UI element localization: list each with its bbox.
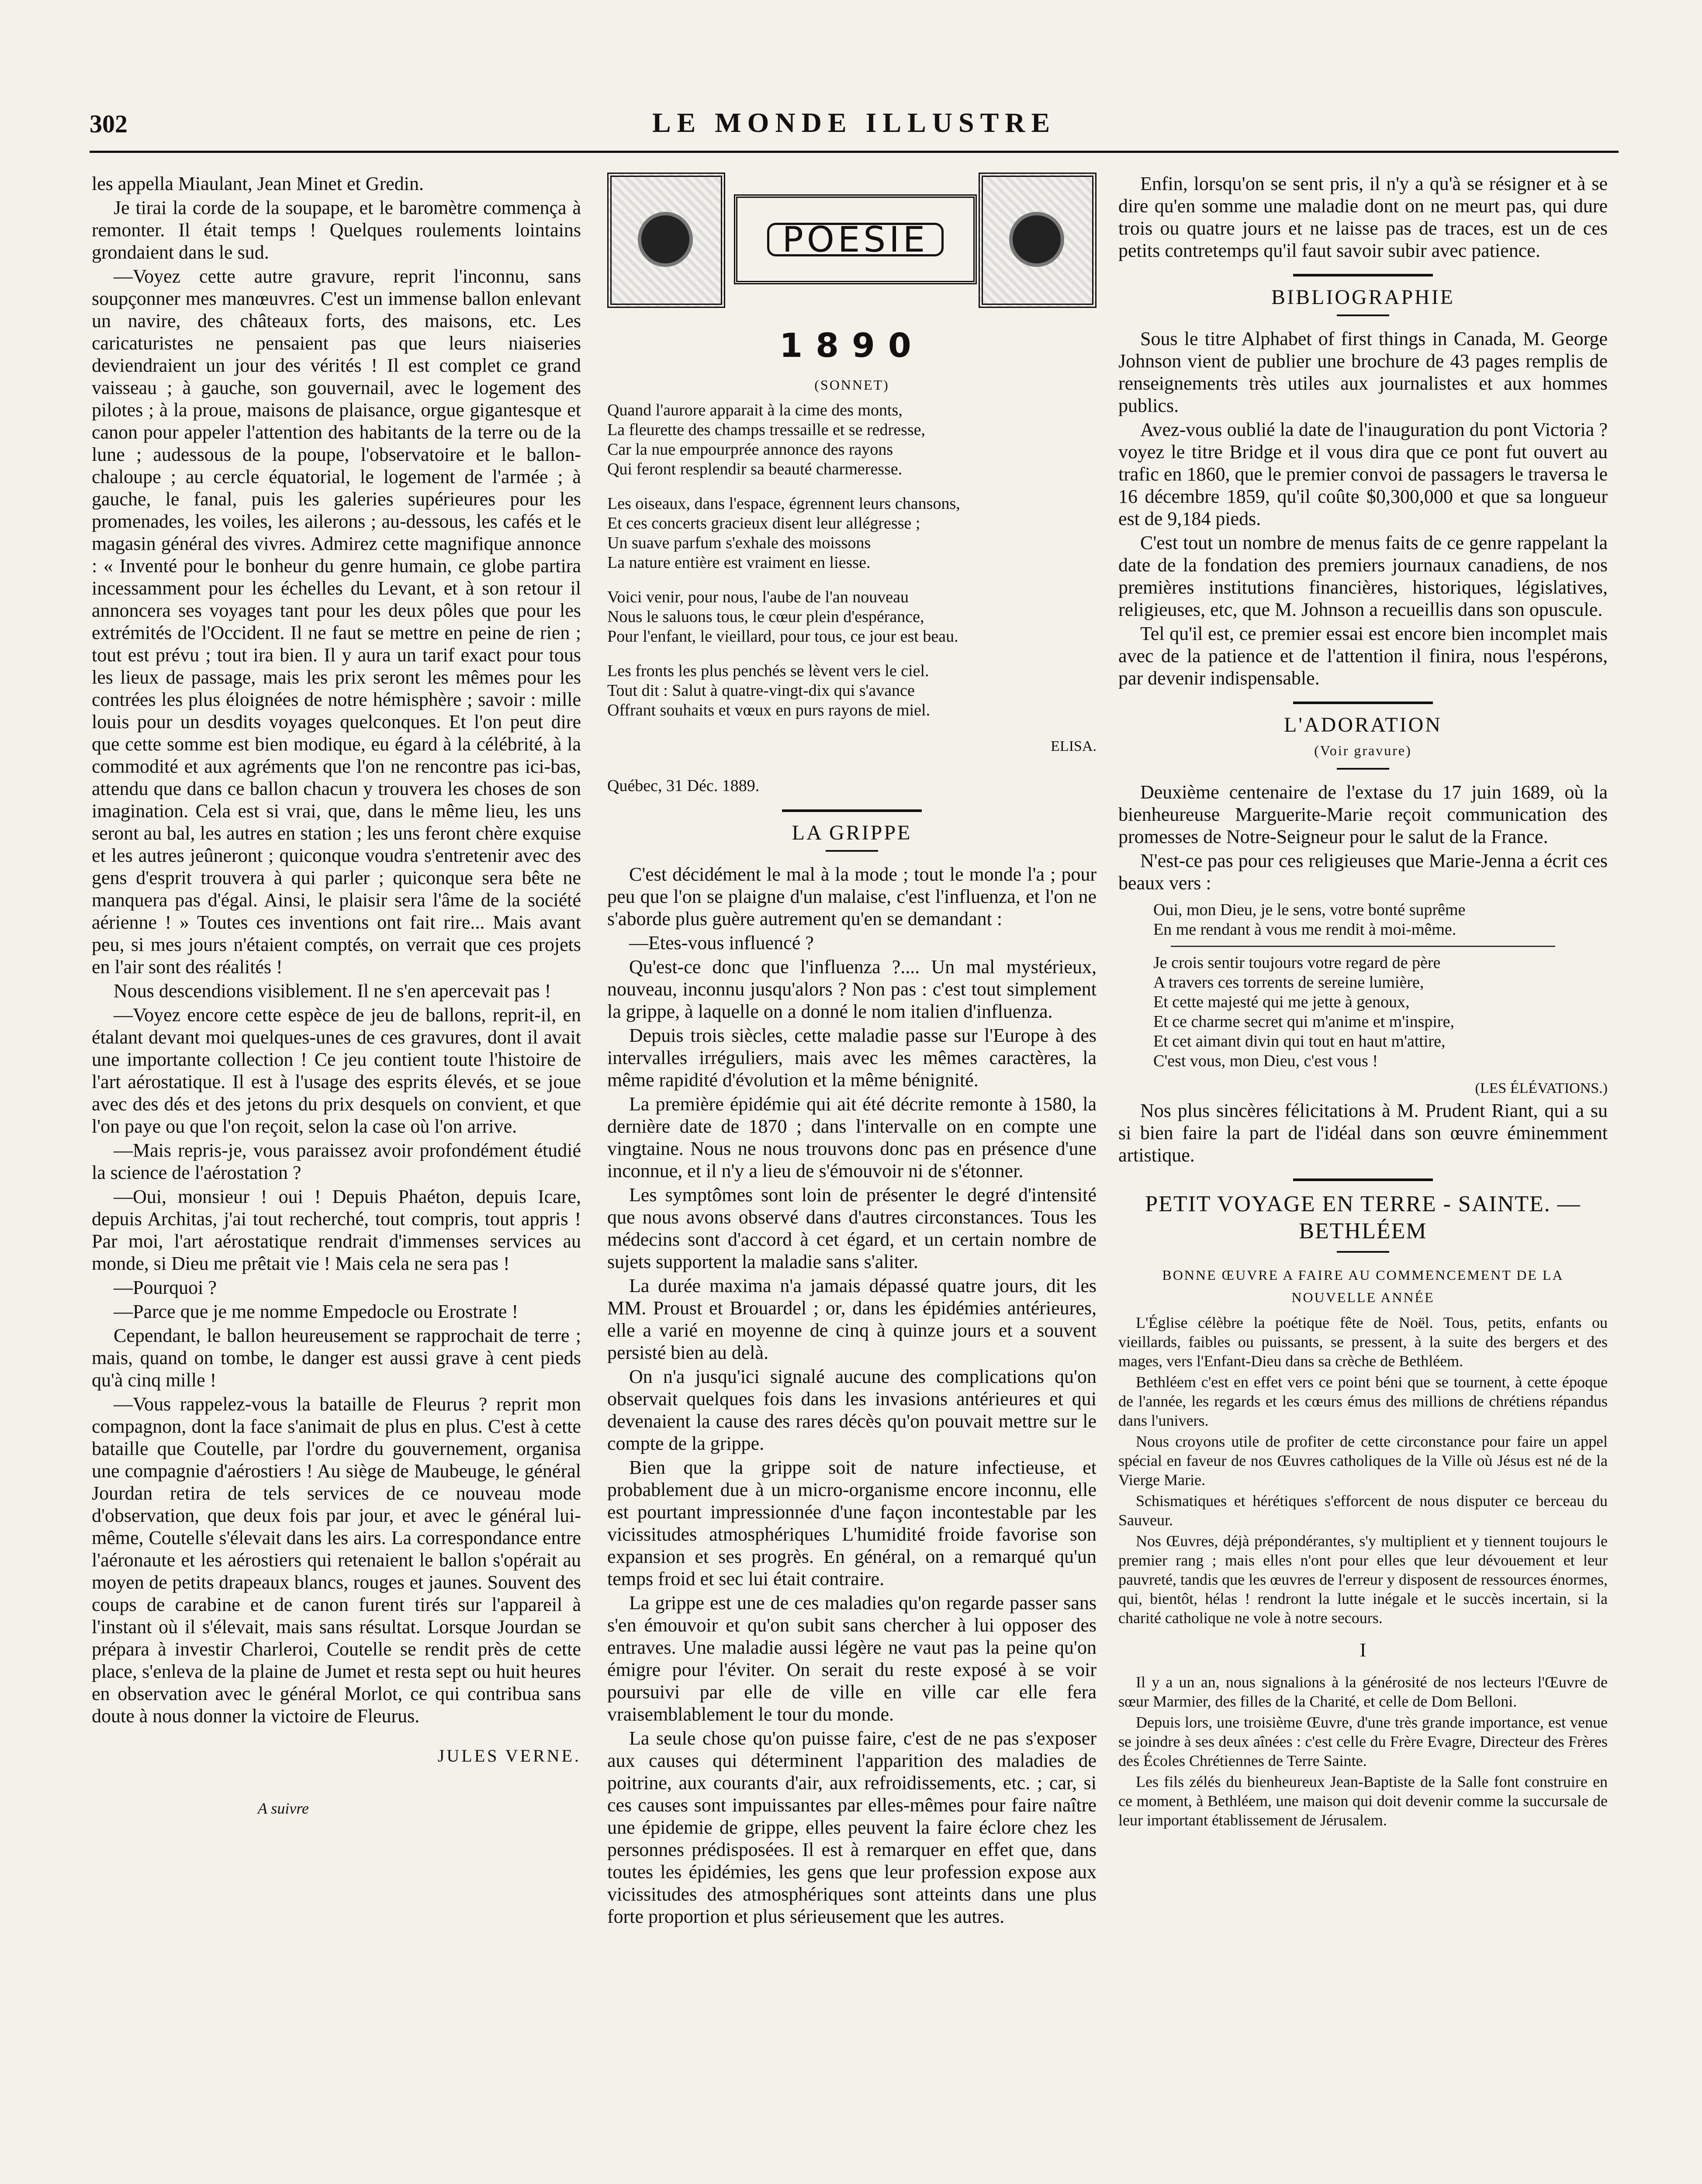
paragraph: N'est-ce pas pour ces religieuses que Marie-Jenna a écrit ces beaux vers :	[1118, 850, 1608, 894]
verse-quote	[1118, 900, 1608, 940]
paragraph: Les fils zélés du bienheureux Jean-Baptiste de la Salle font construire en ce moment, à Bethléem, une maison qui doit devenir comme la succursale de leur important établissement de Jérusalem.	[1118, 1773, 1608, 1829]
paragraph: Nous descendions visiblement. Il ne s'en apercevait pas !	[114, 980, 551, 1002]
verse-line: Quand l'aurore apparait à la cime des monts,	[607, 401, 903, 419]
verse-line: Et ces concerts gracieux disent leur allégresse ;	[607, 514, 920, 532]
section-divider	[1293, 1178, 1433, 1181]
paragraph: Depuis lors, une troisième Œuvre, d'une très grande importance, est venue se joindre à ses deux aînées : c'est celle du Frère Evagre, Directeur des Frères des Écoles Chrétiennes de Terre Sainte.	[1118, 1714, 1608, 1769]
poetry-banner	[607, 173, 1097, 304]
verse-line: Qui feront resplendir sa beauté charmeresse.	[607, 460, 903, 478]
poem-stanza	[607, 587, 1097, 646]
to-follow-note: A suivre	[258, 1800, 309, 1817]
section-subtitle-voyage: BONNE ŒUVRE A FAIRE AU COMMENCEMENT DE LA NOUVELLE ANNÉE	[1162, 1267, 1564, 1305]
section-divider	[1293, 702, 1433, 704]
verse-line: Un suave parfum s'exhale des moissons	[607, 534, 871, 552]
section-divider	[1337, 1251, 1389, 1253]
section-title-grippe: LA GRIPPE	[792, 821, 912, 844]
paragraph: Les symptômes sont loin de présenter le degré d'intensité que nous avons observé dans d'autres circonstances. Tous les médecins sont d'accord à cet égard, et un certain nombre de sujets supportent la maladie sans s'aliter.	[607, 1184, 1097, 1272]
paragraph: —Voyez cette autre gravure, reprit l'inconnu, sans soupçonner mes manœuvres. C'est un immense ballon enlevant un navire, des châteaux forts, des maisons, etc. Les caricaturistes ne pensaient pas que leurs niaiseries deviendraient un jour des vérités ! Il est complet ce grand vaisseau ; à gauche, son gouvernail, avec le logement des pilotes ; à la proue, maisons de plaisance, orgue gigantesque et canon pour appeler l'attention des habitants de la terre ou de la lune ; audessous de la poupe, l'observatoire et le ballon-chaloupe ; au cercle équatorial, le logement de l'armée ; à gauche, le fanal, puis les galeries supérieures pour les promenades, les voiles, les ailerons ; au-dessous, les cafés et le magasin général des vivres. Admirez cette magnifique annonce : « Inventé pour le bonheur du genre humain, ce globe partira incessamment pour les échelles du Levant, et à son retour il annoncera ses voyages tant pour les deux pôles que pour les extrémités de l'Occident. Il ne faut se mettre en peine de rien ; tout est prévu ; tout ira bien. Il y aura un tarif exact pour tous les lieux de passage, mais les prix seront les mêmes pour les contrées les plus éloignées de notre hémisphère ; savoir : mille louis pour un desdits voyages quelconques. Et l'on peut dire que cette somme est bien modique, eu égard à la célébrité, à la commodité et aux agréments que l'on ne rencontre pas ici-bas, attendu que dans ce ballon chacun y trouvera les choses de son imagination. Cela est si vrai, que, dans le même lieu, les uns seront au bal, les autres en station ; les uns feront chère exquise et les autres jeûneront ; quiconque voudra s'entretenir avec des gens d'esprit trouvera à qui parler ; quiconque sera bête ne manquera pas d'égal. Ainsi, le plaisir sera l'âme de la société aérienne ! » Toutes ces inventions ont fait rire... Mais avant peu, si mes jours n'étaient comptés, on verrait que ces projets en l'air sont des réalités !	[92, 266, 581, 978]
verse-line: Oui, mon Dieu, je le sens, votre bonté suprême	[1153, 901, 1466, 919]
section-subtitle-adoration: (Voir gravure)	[1314, 743, 1412, 758]
paragraph: —Vous rappelez-vous la bataille de Fleurus ? reprit mon compagnon, dont la face s'animait de plus en plus. C'est à cette bataille que Coutelle, par l'ordre du gouvernement, organisa une compagnie d'aérostiers ! Au siège de Maubeuge, le général Jourdan retira de tels services de ce nouveau mode d'observation, que deux fois par jour, et avec le général lui-même, Coutelle s'élevait dans les airs. La correspondance entre l'aéronaute et les aérostiers qui retenaient le ballon s'opérait au moyen de petits drapeaux blancs, rouges et jaunes. Souvent des coups de carabine et de canon furent tirés sur l'appareil à l'instant où il s'élevait, mais sans résultat. Lorsque Jourdan se prépara à investir Charleroi, Coutelle se rendit près de cette place, s'enleva de la plaine de Jumet et resta sept ou huit heures en observation avec le général Morlot, ce qui contribua sans doute à nous donner la victoire de Fleurus.	[92, 1393, 581, 1727]
author-signature: JULES VERNE.	[437, 1746, 581, 1766]
poem-body	[607, 401, 1097, 720]
section-title-adoration: L'ADORATION	[1284, 713, 1442, 736]
paragraph: C'est décidément le mal à la mode ; tout le monde l'a ; pour peu que l'on se plaigne d'un malaise, c'est l'influenza, et l'on ne s'aborde plus guère autrement qu'en se demandant :	[607, 864, 1097, 930]
quote-divider	[1171, 946, 1555, 947]
verse-line: Voici venir, pour nous, l'aube de l'an nouveau	[607, 588, 909, 606]
poem-stanza	[607, 401, 1097, 479]
verse-quote	[1118, 953, 1608, 1071]
voyage-article	[1118, 1313, 1608, 1628]
column-left	[92, 173, 581, 2184]
verse-line: Je crois sentir toujours votre regard de père	[1153, 954, 1441, 972]
paragraph: Cependant, le ballon heureusement se rapprochait de terre ; mais, quand on tombe, le danger est aussi grave à cent pieds qu'à cinq mille !	[92, 1325, 581, 1391]
page-number: 302	[90, 110, 128, 138]
verse-line: Offrant souhaits et vœux en purs rayons de miel.	[607, 701, 931, 719]
banner-label: POESIE	[767, 223, 944, 256]
paragraph: Enfin, lorsqu'on se sent pris, il n'y a qu'à se résigner et à se dire qu'en somme une maladie dont on ne meurt pas, qui dure trois ou quatre jours et ne laisse pas de traces, est un de ces petits contretemps qu'il faut savoir subir avec patience.	[1118, 173, 1608, 261]
section-title-bibliographie: BIBLIOGRAPHIE	[1271, 286, 1455, 309]
verse-line: Et cette majesté qui me jette à genoux,	[1153, 993, 1410, 1011]
header-rule	[90, 151, 1619, 153]
verse-line: A travers ces torrents de sereine lumière,	[1153, 973, 1424, 992]
paragraph: Avez-vous oublié la date de l'inauguration du pont Victoria ? voyez le titre Bridge et il vous dira que ce pont fut ouvert au trafic en 1860, que le premier convoi de passagers le traversa le 16 décembre 1859, qu'il coûte $0,300,000 et que sa longueur est de 9,184 pieds.	[1118, 419, 1608, 529]
poem-stanza	[607, 494, 1097, 573]
bibliographie-article	[1118, 328, 1608, 689]
paragraph: C'est tout un nombre de menus faits de ce genre rappelant la date de la fondation des premiers journaux canadiens, de nos premières institutions financières, historiques, législatives, religieuses, etc, que M. Johnson a recueillis dans son opuscule.	[1118, 532, 1608, 620]
verse-line: La nature entière est vraiment en liesse.	[607, 553, 871, 572]
grippe-article	[607, 863, 1097, 1928]
paragraph: Qu'est-ce donc que l'influenza ?.... Un mal mystérieux, nouveau, inconnu jusqu'alors ? Non pas : c'est tout simplement la grippe, à laquelle on a donné le nom italien d'influenza.	[607, 956, 1097, 1022]
verse-line: En me rendant à vous me rendit à moi-même.	[1153, 920, 1456, 939]
banner-ornament-left	[607, 173, 725, 308]
paragraph: —Oui, monsieur ! oui ! Depuis Phaéton, depuis Icare, depuis Architas, j'ai tout recherché, tout compris, tout appris ! Par moi, l'art aérostatique rendrait d'immenses services au monde, si Dieu me prêtait vie ! Mais cela ne sera pas !	[92, 1186, 581, 1274]
ornament-icon	[638, 212, 693, 267]
paragraph: —Mais repris-je, vous paraissez avoir profondément étudié la science de l'aérostation ?	[92, 1140, 581, 1183]
ornament-icon	[1009, 212, 1064, 267]
paragraph: Schismatiques et hérétiques s'efforcent de nous disputer ce berceau du Sauveur.	[1118, 1492, 1608, 1529]
paragraph: Deuxième centenaire de l'extase du 17 juin 1689, où la bienheureuse Marguerite-Marie reçoit communication des promesses de Notre-Seigneur pour le salut de la France.	[1118, 781, 1608, 847]
section-divider	[1337, 768, 1389, 770]
section-divider	[1337, 314, 1389, 316]
banner-ornament-right	[979, 173, 1097, 308]
adoration-article	[1118, 781, 1608, 894]
verse-line: La fleurette des champs tressaille et se redresse,	[607, 421, 926, 439]
adoration-closing: Nos plus sincères félicitations à M. Prudent Riant, qui a su si bien faire la part de l'idéal dans son œuvre éminemment artistique.	[1118, 1100, 1608, 1166]
paragraph: Depuis trois siècles, cette maladie passe sur l'Europe à des intervalles irréguliers, mais avec les mêmes caractères, la même rapidité d'évolution et la même bénignité.	[607, 1025, 1097, 1091]
paragraph: les appella Miaulant, Jean Minet et Gredin.	[92, 173, 424, 194]
verse-line: Les fronts les plus penchés se lèvent vers le ciel.	[607, 662, 929, 680]
verse-line: Et cet aimant divin qui tout en haut m'attire,	[1153, 1032, 1446, 1051]
verse-line: Et ce charme secret qui m'anime et m'inspire,	[1153, 1013, 1454, 1031]
paragraph: L'Église célèbre la poétique fête de Noël. Tous, petits, enfants ou vieillards, faibles ou puissants, se pressent, à la suite des bergers et des mages, vers l'Enfant-Dieu dans sa crèche de Bethléem.	[1118, 1314, 1608, 1370]
paragraph: La grippe est une de ces maladies qu'on regarde passer sans s'en émouvoir et qu'on subit sans chercher à lui opposer des entraves. Une maladie aussi légère ne vaut pas la peine qu'on émigre pour l'éviter. On serait du reste exposé à se voir poursuivi par elle de ville en ville car elle fera vraisemblablement le tour du monde.	[607, 1592, 1097, 1725]
quote-source: (LES ÉLÉVATIONS.)	[1475, 1080, 1608, 1096]
banner-label-frame	[734, 194, 977, 284]
section-title-voyage: PETIT VOYAGE EN TERRE - SAINTE. — BETHLÉEM	[1145, 1192, 1581, 1244]
paragraph: Nos Œuvres, déjà prépondérantes, s'y multiplient et y tiennent toujours le premier rang ; mais elles n'ont pour elles que leur dévouement et leur pauvreté, tandis que les œuvres de l'erreur y disposent de ressources énormes, qui, bientôt, hélas ! rendront la lutte inégale et le succès incertain, si la charité catholique ne vole à notre secours.	[1118, 1532, 1608, 1627]
paragraph: —Pourquoi ?	[114, 1277, 217, 1298]
voyage-article-part-1	[1118, 1673, 1608, 1830]
journal-title: LE MONDE ILLUSTRE	[652, 107, 1056, 138]
section-divider	[1293, 274, 1433, 276]
section-divider	[782, 809, 922, 812]
paragraph: La durée maxima n'a jamais dépassé quatre jours, dit les MM. Proust et Brouardel ; or, dans les épidémies antérieures, elle a varié en moyenne de cinq à quinze jours et a souvent persisté bien au delà.	[607, 1275, 1097, 1363]
poem-subtitle: (SONNET)	[814, 377, 889, 393]
grippe-article-end	[1118, 173, 1608, 262]
poem-stanza	[607, 661, 1097, 720]
paragraph: Bethléem c'est en effet vers ce point béni que se tournent, à cette époque de l'année, les regards et les cœurs émus des millions de chrétiens répandus dans l'univers.	[1118, 1373, 1608, 1429]
poem-author: ELISA.	[1051, 738, 1097, 754]
verse-line: Car la nue empourprée annonce des rayons	[607, 440, 893, 459]
paragraph: Sous le titre Alphabet of first things in Canada, M. George Johnson vient de publier une brochure de 43 pages remplis de renseignements très utiles aux journalistes et aux hommes publics.	[1118, 328, 1608, 416]
column-middle	[607, 173, 1097, 2184]
column-right	[1118, 173, 1608, 2184]
paragraph: Bien que la grippe soit de nature infectieuse, et probablement due à un micro-organisme encore inconnu, elle est pourtant impressionnée d'une façon incontestable par les vicissitudes atmosphériques L'humidité froide favorise son expansion et ses progrès. En général, on a remarqué qu'un temps froid et sec lui était contraire.	[607, 1457, 1097, 1590]
verse-line: C'est vous, mon Dieu, c'est vous !	[1153, 1052, 1378, 1070]
paragraph: On n'a jusqu'ici signalé aucune des complications qu'on observait quelques fois dans les invasions antérieures et qui devenaient la cause des rares décès qu'on pouvait mettre sur le compte de la grippe.	[607, 1366, 1097, 1454]
paragraph: —Voyez encore cette espèce de jeu de ballons, reprit-il, en étalant devant moi quelques-unes de ces gravures, dont il avait une importante collection ! Ce jeu contient toute l'histoire de l'art aérostatique. Il est à l'usage des esprits élevés, et se joue avec des dés et des jetons du prix desquels on convient, et que l'on paye ou que l'on reçoit, selon la case où l'on arrive.	[92, 1004, 581, 1137]
paragraph: La première épidémie qui ait été décrite remonte à 1580, la dernière date de 1870 ; dans l'intervalle on en compte une vingtaine. Nous ne nous trouvons donc pas en présence d'une inconnue, et il n'y a lieu de s'émouvoir ni de s'étonner.	[607, 1093, 1097, 1182]
verse-line: Les oiseaux, dans l'espace, égrennent leurs chansons,	[607, 494, 960, 513]
paragraph: Il y a un an, nous signalions à la générosité de nos lecteurs l'Œuvre de sœur Marmier, des filles de la Charité, et celle de Dom Belloni.	[1118, 1673, 1608, 1710]
poem-title: 1890	[779, 326, 924, 365]
verse-line: Pour l'enfant, le vieillard, pour tous, ce jour est beau.	[607, 627, 958, 646]
paragraph: Nous croyons utile de profiter de cette circonstance pour faire un appel spécial en faveur de nos Œuvres catholiques de la Ville où Jésus est né de la Vierge Marie.	[1118, 1433, 1608, 1489]
serial-story-text	[92, 173, 581, 1727]
verse-line: Tout dit : Salut à quatre-vingt-dix qui s'avance	[607, 681, 915, 700]
part-numeral: I	[1360, 1639, 1366, 1661]
paragraph: La seule chose qu'on puisse faire, c'est de ne pas s'exposer aux causes qui déterminent l'apparition des maladies de poitrine, aux courants d'air, aux refroidissements, etc. ; car, si ces causes sont impuissantes par elles-mêmes pour faire naître une épidemie de grippe, elles peuvent la faire éclore chez les personnes prédisposées. Il est à remarquer en effet que, dans toutes les épidémies, les gens que leur profession expose aux vicissitudes des atmosphériques sont atteints dans une plus forte proportion et plus sérieusement que les autres.	[607, 1728, 1097, 1927]
paragraph: —Etes-vous influencé ?	[629, 932, 814, 954]
poem-dateline: Québec, 31 Déc. 1889.	[607, 777, 760, 795]
verse-line: Nous le saluons tous, le cœur plein d'espérance,	[607, 608, 924, 626]
paragraph: Je tirai la corde de la soupape, et le baromètre commença à remonter. Il était temps ! Quelques roulements lointains grondaient dans le sud.	[92, 197, 581, 263]
paragraph: Tel qu'il est, ce premier essai est encore bien incomplet mais avec de la patience et de l'attention il finira, nous l'espérons, par devenir indispensable.	[1118, 623, 1608, 689]
page-header	[90, 100, 1619, 144]
paragraph: —Parce que je me nomme Empedocle ou Erostrate !	[114, 1301, 519, 1322]
section-divider	[826, 850, 878, 852]
